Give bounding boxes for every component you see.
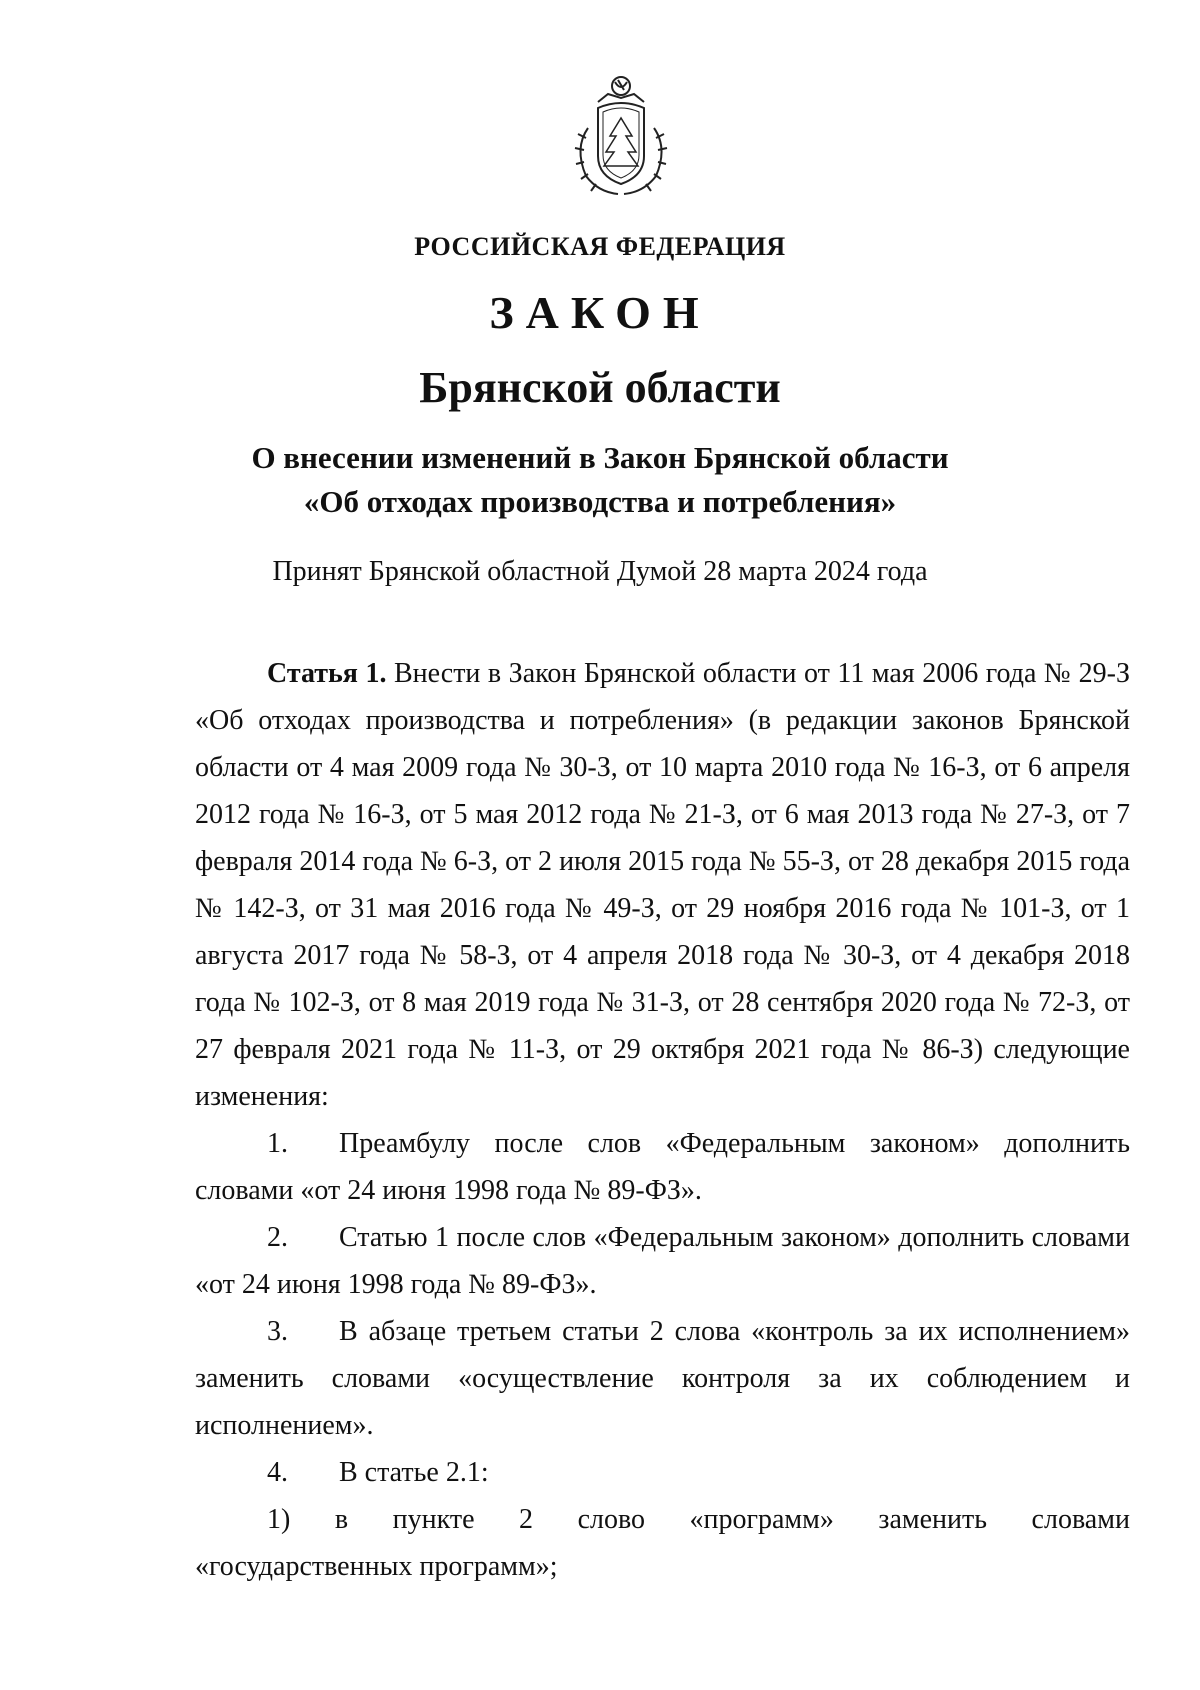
adoption-line: Принят Брянской областной Думой 28 марта 2024 года xyxy=(272,556,928,587)
sub-item-word: в xyxy=(334,1504,349,1535)
document-type-heading: ЗАКОН xyxy=(489,287,711,338)
sub-item-word: слово xyxy=(577,1504,645,1535)
list-item xyxy=(195,1214,1130,1308)
article-intro-text: Внести в Закон Брянской области от 11 мая 2006 года № 29-З «Об отходах производства и потребления» (в редакции законов Брянской области от 4 мая 2009 года № 30-З, от 10 марта 2010 года № 16-З, от 6 апреля 2012 года № 16-З, от 5 мая 2012 года № 21-З, от 6 мая 2013 года № 27-З, от 7 февраля 2014 года № 6-З, от 2 июля 2015 года № 55-З, от 28 декабря 2015 года № 142-З, от 31 мая 2016 года № 49-З, от 29 ноября 2016 года № 101-З, от 1 августа 2017 года № 58-З, от 4 апреля 2018 года № 30-З, от 4 декабря 2018 года № 102-З, от 8 мая 2019 года № 31-З, от 28 сентября 2020 года № 72-З, от 27 февраля 2021 года № 11-З, от 29 октября 2021 года № 86-З) следующие изменения: xyxy=(195,658,1131,1112)
sub-item-word: 2 xyxy=(519,1504,534,1535)
list-item-number: 1. xyxy=(267,1128,288,1159)
list-item-number: 4. xyxy=(267,1457,288,1488)
article-1-paragraph xyxy=(195,650,1130,1120)
country-heading: РОССИЙСКАЯ ФЕДЕРАЦИЯ xyxy=(414,232,786,261)
law-title xyxy=(0,436,1200,524)
coat-of-arms-emblem xyxy=(558,68,684,200)
sub-item-word: пункте xyxy=(392,1504,475,1535)
list-item-number: 2. xyxy=(267,1222,288,1253)
list-item xyxy=(195,1308,1130,1449)
sub-item-continuation: «государственных программ»; xyxy=(195,1551,558,1582)
sub-item-number: 1) xyxy=(267,1504,291,1535)
sub-item-word: словами xyxy=(1031,1504,1130,1535)
region-heading: Брянской области xyxy=(419,363,781,412)
sub-item-word: заменить xyxy=(878,1504,988,1535)
list-item-text: Преамбулу после слов «Федеральным законом» дополнить словами «от 24 июня 1998 года № 89-ФЗ». xyxy=(195,1128,1130,1206)
list-item-text: Статью 1 после слов «Федеральным законом» дополнить словами «от 24 июня 1998 года № 89-ФЗ». xyxy=(195,1222,1130,1300)
list-item xyxy=(195,1120,1130,1214)
article-heading: Статья 1. xyxy=(267,658,387,689)
law-title-line-1: О внесении изменений в Закон Брянской области xyxy=(251,440,949,475)
list-item xyxy=(195,1449,1130,1496)
sub-item-line xyxy=(195,1496,1130,1543)
document-body xyxy=(195,650,1130,1590)
list-item-text: В абзаце третьем статьи 2 слова «контроль за их исполнением» заменить словами «осуществление контроля за их соблюдением и исполнением». xyxy=(195,1316,1130,1441)
list-item-text: В статье 2.1: xyxy=(339,1457,489,1488)
sub-item-word: «программ» xyxy=(689,1504,834,1535)
list-item-number: 3. xyxy=(267,1316,288,1347)
law-title-line-2: «Об отходах производства и потребления» xyxy=(303,484,897,519)
